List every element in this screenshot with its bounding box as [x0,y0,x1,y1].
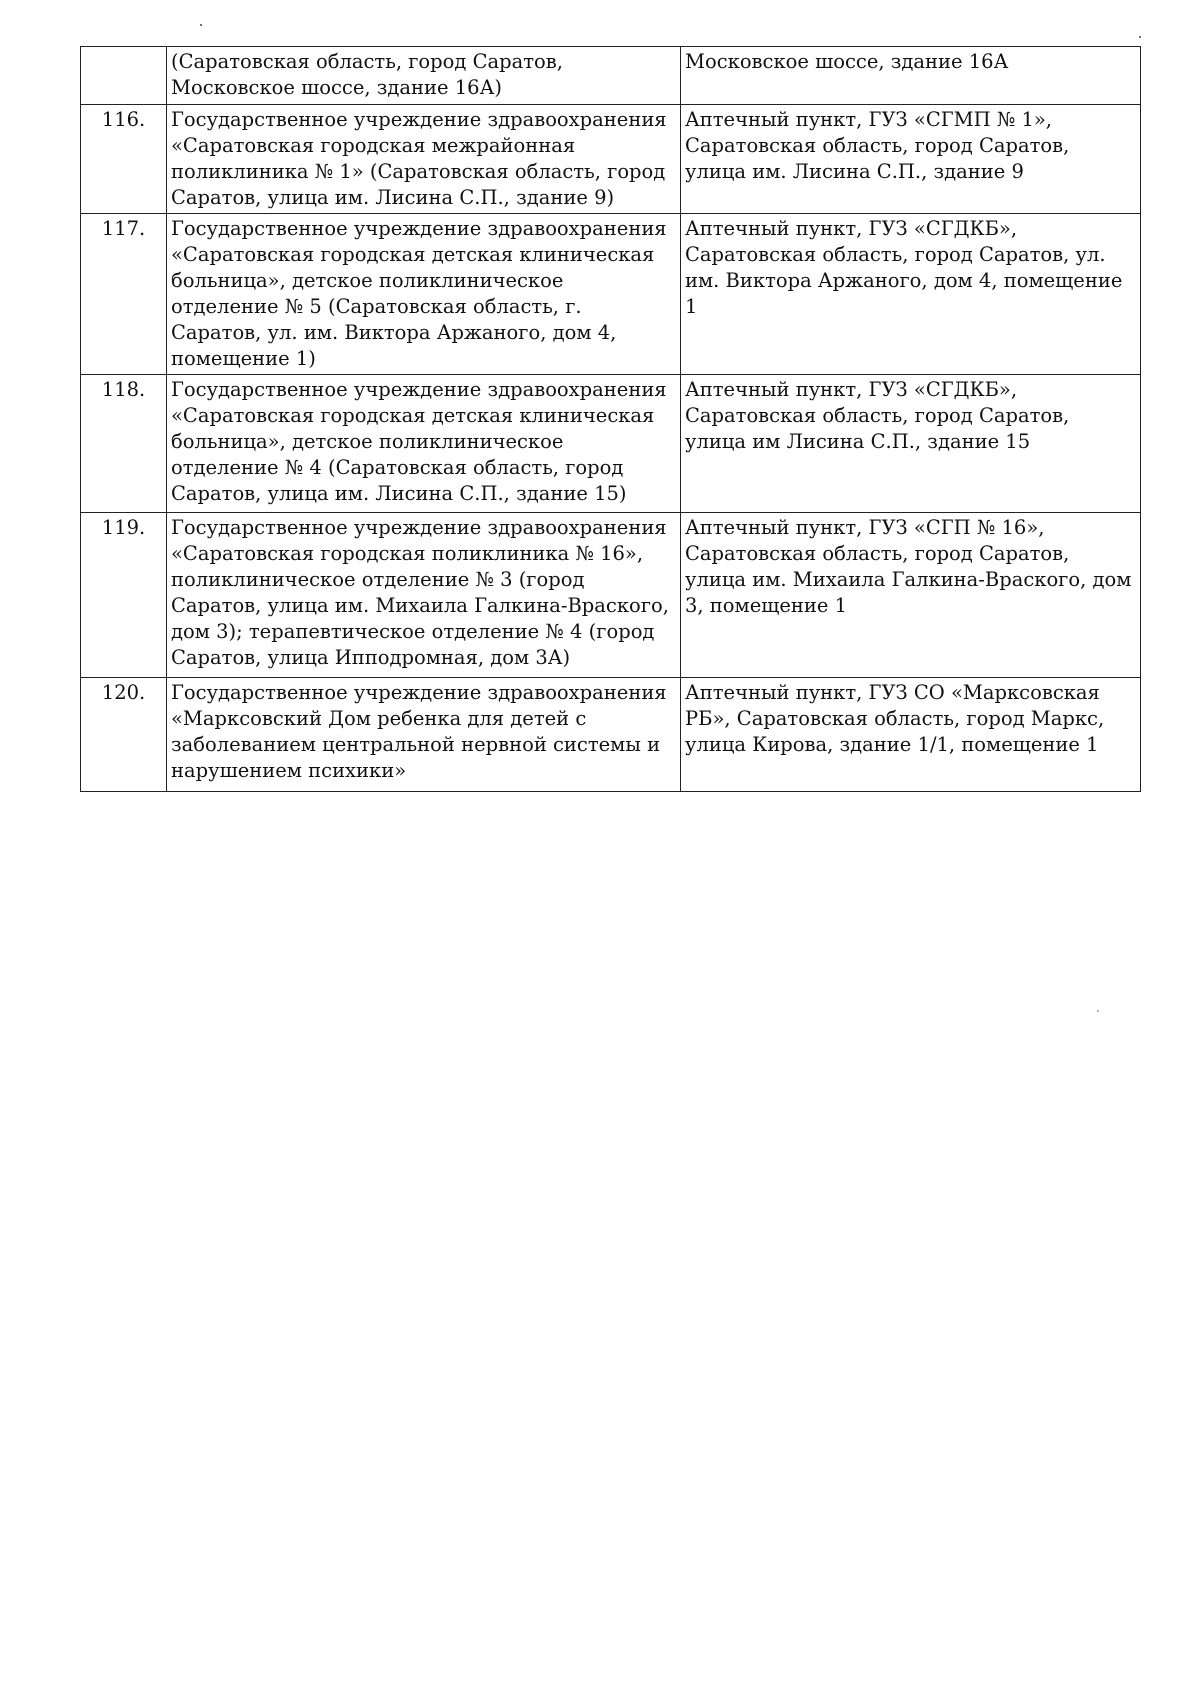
table-row [81,375,1141,513]
table-row [81,47,1141,105]
pharmacy-point-cell: Аптечный пункт, ГУЗ «СГДКБ», Саратовская область, город Саратов, ул. им. Виктора Аржаного, дом 4, помещение 1 [681,214,1141,375]
scan-speck [1097,1010,1099,1012]
pharmacy-point-cell: Аптечный пункт, ГУЗ СО «Марксовская РБ», Саратовская область, город Маркс, улица Кирова, здание 1/1, помещение 1 [681,678,1141,792]
pharmacy-point-cell: Аптечный пункт, ГУЗ «СГДКБ», Саратовская область, город Саратов, улица им Лисина С.П., здание 15 [681,375,1141,513]
row-number [81,47,167,105]
organization-cell: Государственное учреждение здравоохранения «Саратовская городская поликлиника № 16», поликлиническое отделение № 3 (город Саратов, улица им. Михаила Галкина-Враского, дом 3); терапевтическое отделение № 4 (город Саратов, улица Ипподромная, дом 3А) [167,513,681,678]
scan-speck [200,24,202,26]
organization-cell: Государственное учреждение здравоохранения «Саратовская городская межрайонная поликлиника № 1» (Саратовская область, город Саратов, улица им. Лисина С.П., здание 9) [167,105,681,214]
pharmacy-point-cell: Московское шоссе, здание 16А [681,47,1141,105]
table-row [81,214,1141,375]
row-number: 119. [81,513,167,678]
row-number: 117. [81,214,167,375]
table-row [81,678,1141,792]
scan-speck [1139,36,1141,38]
organization-cell: Государственное учреждение здравоохранения «Марксовский Дом ребенка для детей с заболеванием центральной нервной системы и нарушением психики» [167,678,681,792]
row-number: 120. [81,678,167,792]
organization-cell: Государственное учреждение здравоохранения «Саратовская городская детская клиническая больница», детское поликлиническое отделение № 4 (Саратовская область, город Саратов, улица им. Лисина С.П., здание 15) [167,375,681,513]
pharmacy-point-cell: Аптечный пункт, ГУЗ «СГП № 16», Саратовская область, город Саратов, улица им. Михаила Галкина-Враского, дом 3, помещение 1 [681,513,1141,678]
row-number: 118. [81,375,167,513]
row-number: 116. [81,105,167,214]
pharmacy-points-table [80,46,1141,792]
organization-cell: (Саратовская область, город Саратов, Московское шоссе, здание 16А) [167,47,681,105]
table-row [81,513,1141,678]
pharmacy-point-cell: Аптечный пункт, ГУЗ «СГМП № 1», Саратовская область, город Саратов, улица им. Лисина С.П., здание 9 [681,105,1141,214]
organization-cell: Государственное учреждение здравоохранения «Саратовская городская детская клиническая больница», детское поликлиническое отделение № 5 (Саратовская область, г. Саратов, ул. им. Виктора Аржаного, дом 4, помещение 1) [167,214,681,375]
table-row [81,105,1141,214]
